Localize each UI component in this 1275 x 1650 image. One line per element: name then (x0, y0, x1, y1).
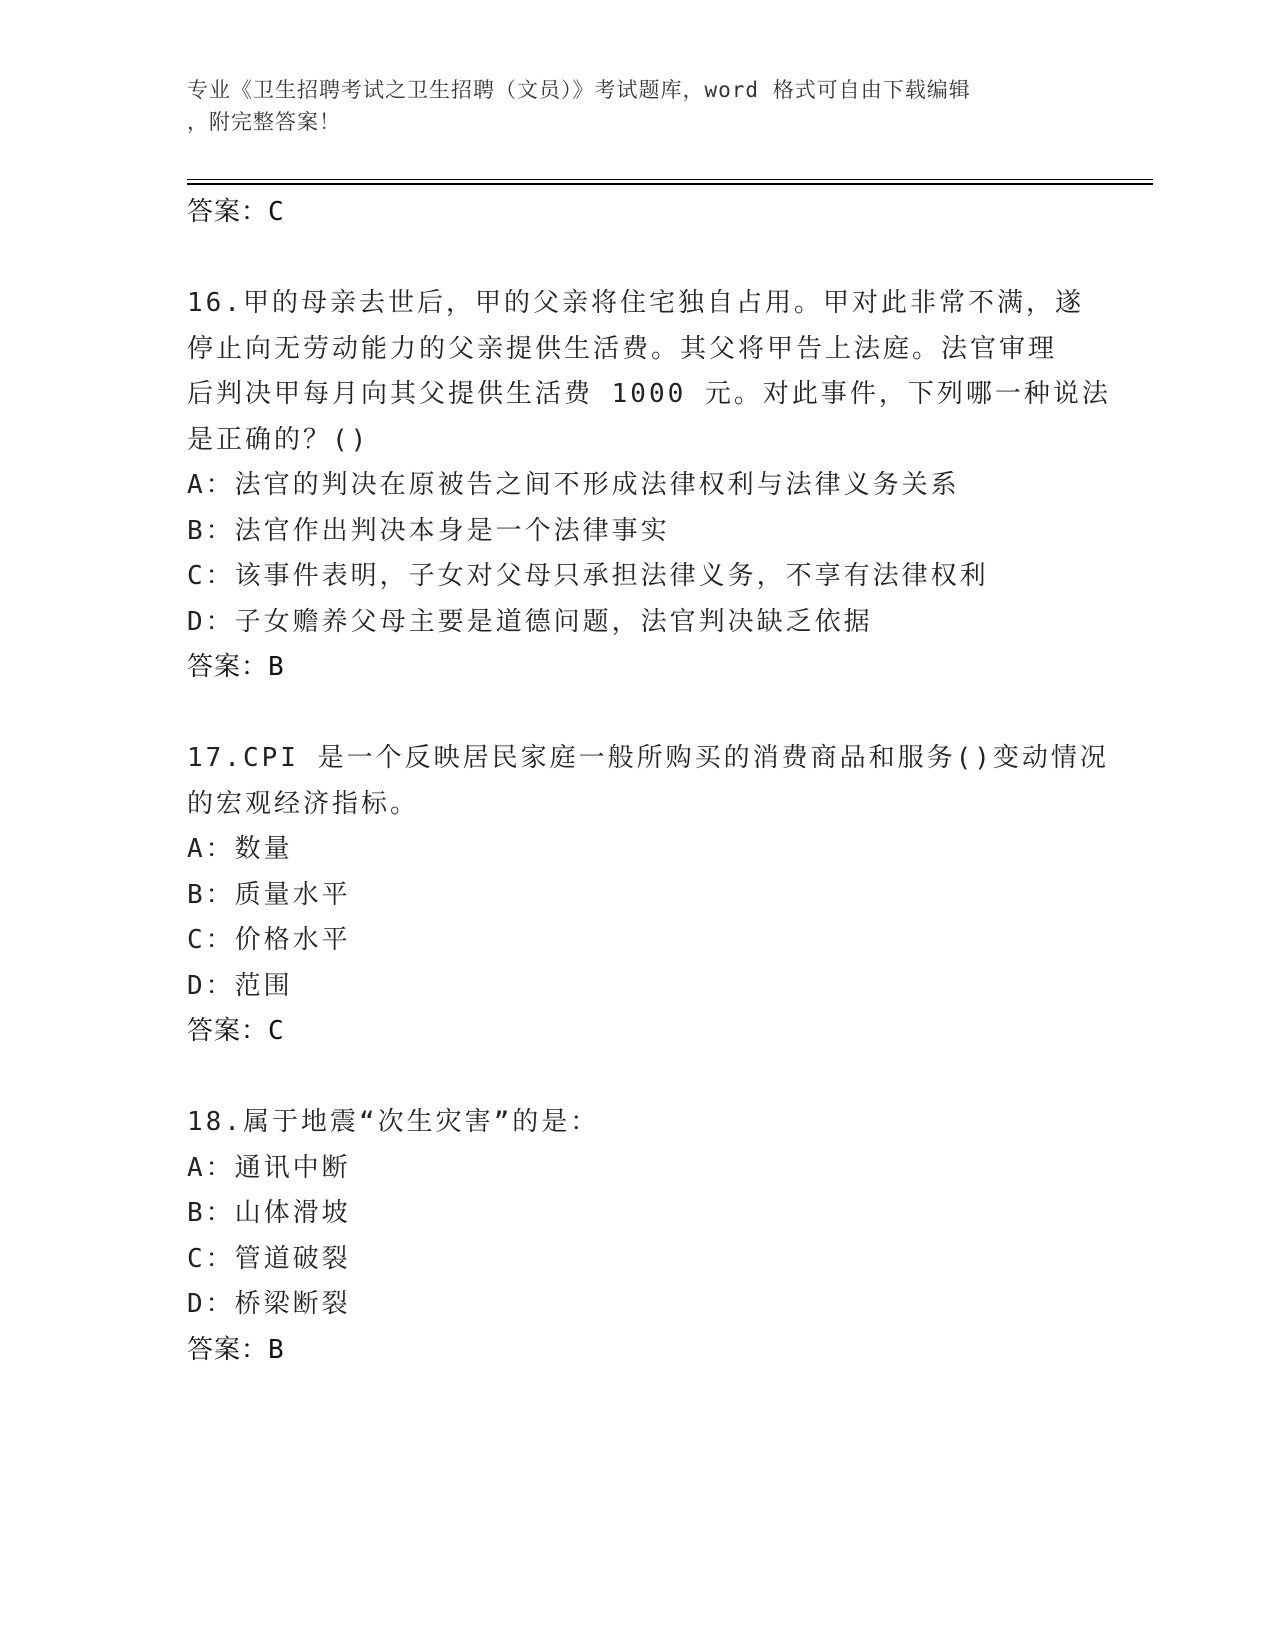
spacer (187, 236, 1087, 282)
question-17 (187, 736, 1109, 1055)
option-a: A：数量 (187, 834, 293, 864)
question-16 (187, 281, 1111, 691)
question-list (187, 190, 1111, 1373)
answer-line (187, 1328, 1087, 1374)
question-18 (187, 1100, 1087, 1373)
question-stem-line: 停止向无劳动能力的父亲提供生活费。其父将甲告上法庭。法官审理 (187, 333, 1058, 364)
header-line-1: 专业《卫生招聘考试之卫生招聘（文员）》考试题库，word 格式可自由下载编辑 (187, 78, 971, 102)
answer-value: B (268, 652, 285, 682)
question-stem-line: 17.CPI 是一个反映居民家庭一般所购买的消费商品和服务()变动情况 (187, 743, 1109, 773)
document-header (187, 74, 1067, 138)
option-d: D：子女赡养父母主要是道德问题，法官判决缺乏依据 (187, 606, 873, 637)
question-stem-line: 是正确的？() (187, 424, 370, 455)
option-c: C：该事件表明，子女对父母只承担法律义务，不享有法律权利 (187, 561, 989, 591)
option-c: C：价格水平 (187, 925, 351, 955)
option-a: A：通讯中断 (187, 1152, 351, 1183)
option-c: C：管道破裂 (187, 1243, 351, 1274)
question-stem-line: 后判决甲每月向其父提供生活费 1000 元。对此事件，下列哪一种说法 (187, 379, 1111, 409)
header-rule-thin (187, 179, 1153, 180)
header-line-2: ，附完整答案！ (187, 110, 341, 134)
option-b: B：质量水平 (187, 879, 351, 910)
answer-prefix: 答案： (187, 197, 269, 227)
answer-line (187, 1009, 1087, 1055)
option-d: D：范围 (187, 970, 293, 1001)
answer-prefix: 答案： (187, 1016, 269, 1046)
answer-value: C (268, 197, 285, 227)
answer-prefix: 答案： (187, 1334, 269, 1365)
option-b: B：山体滑坡 (187, 1198, 351, 1228)
header-rule-thick (187, 183, 1153, 185)
answer-value: C (268, 1016, 285, 1046)
option-d: D：桥梁断裂 (187, 1289, 351, 1319)
answer-line (187, 645, 1087, 691)
option-a: A：法官的判决在原被告之间不形成法律权利与法律义务关系 (187, 470, 960, 500)
previous-answer (187, 190, 1087, 236)
question-stem-line: 的宏观经济指标。 (187, 788, 420, 819)
spacer (187, 1055, 1087, 1101)
answer-value: B (268, 1334, 285, 1365)
option-b: B：法官作出判决本身是一个法律事实 (187, 515, 670, 546)
answer-prefix: 答案： (187, 652, 269, 682)
spacer (187, 691, 1087, 737)
question-stem-line: 16.甲的母亲去世后，甲的父亲将住宅独自占用。甲对此非常不满，遂 (187, 288, 1084, 318)
question-stem-line: 18.属于地震“次生灾害”的是： (187, 1107, 600, 1137)
